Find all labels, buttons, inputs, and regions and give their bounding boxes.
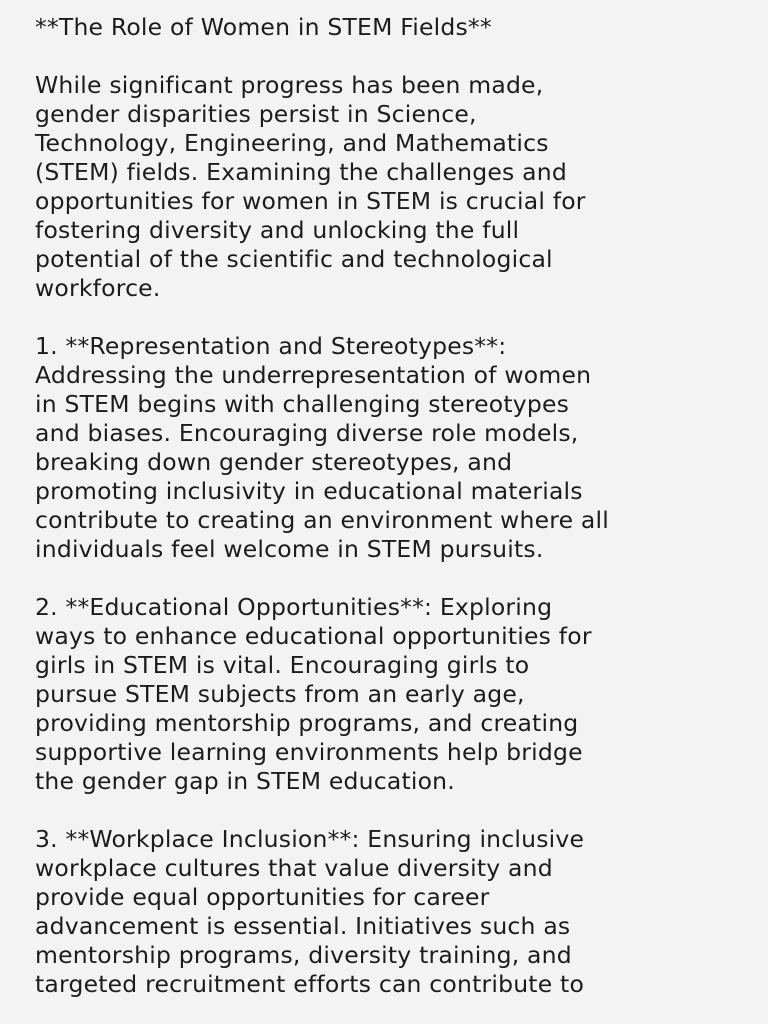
section-line: individuals feel welcome in STEM pursuits. xyxy=(35,535,544,563)
section-representation xyxy=(35,332,748,564)
section-line: 2. **Educational Opportunities**: Exploring xyxy=(35,593,553,621)
section-line: ways to enhance educational opportunities for xyxy=(35,622,592,650)
intro-line: Technology, Engineering, and Mathematics xyxy=(35,129,549,157)
intro-line: workforce. xyxy=(35,274,161,302)
intro-line: (STEM) fields. Examining the challenges and xyxy=(35,158,567,186)
section-line: supportive learning environments help bridge xyxy=(35,738,583,766)
intro-line: potential of the scientific and technological xyxy=(35,245,553,273)
intro-line: gender disparities persist in Science, xyxy=(35,100,477,128)
paragraph-gap xyxy=(35,303,748,332)
section-line: pursue STEM subjects from an early age, xyxy=(35,680,525,708)
section-line: breaking down gender stereotypes, and xyxy=(35,448,513,476)
paragraph-gap xyxy=(35,42,748,71)
section-line: provide equal opportunities for career xyxy=(35,883,490,911)
section-line: promoting inclusivity in educational materials xyxy=(35,477,583,505)
paragraph-gap xyxy=(35,564,748,593)
section-line: 3. **Workplace Inclusion**: Ensuring inclusive xyxy=(35,825,585,853)
section-line: Addressing the underrepresentation of women xyxy=(35,361,592,389)
section-line: mentorship programs, diversity training, and xyxy=(35,941,572,969)
document-title: **The Role of Women in STEM Fields** xyxy=(35,13,492,41)
section-line: contribute to creating an environment where all xyxy=(35,506,609,534)
section-line: providing mentorship programs, and creating xyxy=(35,709,579,737)
section-line: and biases. Encouraging diverse role models, xyxy=(35,419,579,447)
paragraph-gap xyxy=(35,796,748,825)
intro-line: opportunities for women in STEM is crucial for xyxy=(35,187,586,215)
intro-line: fostering diversity and unlocking the full xyxy=(35,216,520,244)
section-workplace-inclusion xyxy=(35,825,748,999)
intro-paragraph xyxy=(35,71,748,303)
intro-line: While significant progress has been made, xyxy=(35,71,544,99)
section-line: workplace cultures that value diversity and xyxy=(35,854,553,882)
section-line: targeted recruitment efforts can contribute to xyxy=(35,970,585,998)
section-line: girls in STEM is vital. Encouraging girls to xyxy=(35,651,530,679)
section-line: 1. **Representation and Stereotypes**: xyxy=(35,332,507,360)
section-educational-opportunities xyxy=(35,593,748,796)
section-line: the gender gap in STEM education. xyxy=(35,767,455,795)
section-line: advancement is essential. Initiatives such as xyxy=(35,912,571,940)
section-line: in STEM begins with challenging stereotypes xyxy=(35,390,570,418)
